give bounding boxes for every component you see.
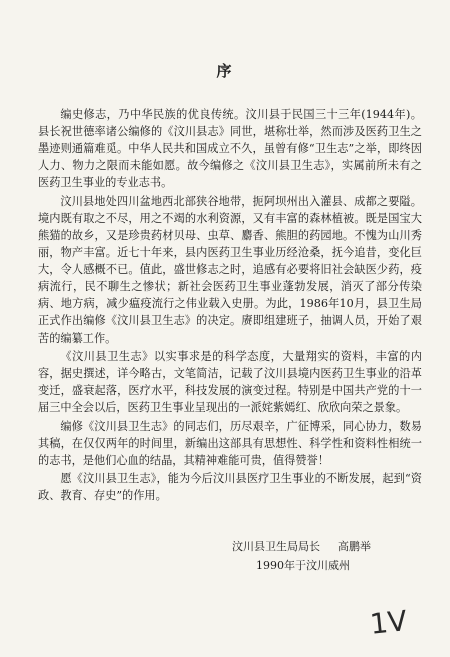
signature-block	[232, 537, 432, 575]
paragraph-2: 汶川县地处四川盆地西北部狭谷地带，扼阿坝州出入灌县、成都之要隘。境内既有取之不尽，用之不竭的水利资源，又有丰富的森林植被。既是国宝大熊猫的故乡，又是珍贵药材贝母、虫草、麝香、熊胆的药园地。不愧为山川秀丽，物产丰富。近七十年来，县内医药卫生事业历经沧桑，抚今追昔，变化巨大，令人感概不已。值此，盛世修志之时，追感有必要将旧社会缺医少药，疫病流行，民不聊生之惨状；新社会医药卫生事业蓬勃发展，消灭了部分传染病、地方病，减少瘟疫流行之伟业载入史册。为此，1986年10月，县卫生局正式作出编修《汶川县卫生志》的决定。赓即组建班子，抽调人员，开始了艰苦的编纂工作。	[38, 194, 422, 345]
paragraph-5: 愿《汶川县卫生志》，能为今后汶川县医疗卫生事业的不断发展，起到“资政、教育、存史”的作用。	[38, 472, 422, 503]
signature-org: 汶川县卫生局局长	[232, 540, 320, 553]
paragraph-3: 《汶川县卫生志》以实事求是的科学态度，大量翔实的资料，丰富的内容，据史撰述，详今略古，文笔简洁，记载了汶川县境内医药卫生事业的沿革变迁，盛衰起落，医疗水平，科技发展的演变过程。特别是中国共产党的十一届三中全会以后，医药卫生事业呈现出的一派姹紫嫣红、欣欣向荣之景象。	[38, 349, 422, 415]
signature-date: 1990年于汶川威州	[256, 559, 350, 572]
signature-author-line	[232, 537, 432, 556]
signature-name: 高鹏举	[338, 540, 371, 553]
page-title: 序	[216, 62, 234, 80]
preface-body	[38, 106, 422, 506]
handwritten-page-mark: 1V	[368, 604, 409, 641]
paragraph-1: 编史修志，乃中华民族的优良传统。汶川县于民国三十三年(1944年)。县长祝世德率诸公编修的《汶川县志》同世，堪称壮举，然而涉及医药卫生之墨迹则通篇难觅。中华人民共和国成立不久，虽曾有修“卫生志”之举，即终因人力、物力之限而未能如愿。故今编修之《汶川县卫生志》，实属前所未有之医药卫生事业的专业志书。	[38, 108, 422, 190]
paragraph-4: 编修《汶川县卫生志》的同志们，历尽艰辛，广征博采，同心协力，数易其稿，在仅仅两年的时间里，新编出这部具有思想性、科学性和资料性相统一的志书，是他们心血的结晶，其精神难能可贵，值得赞誉！	[38, 419, 422, 467]
